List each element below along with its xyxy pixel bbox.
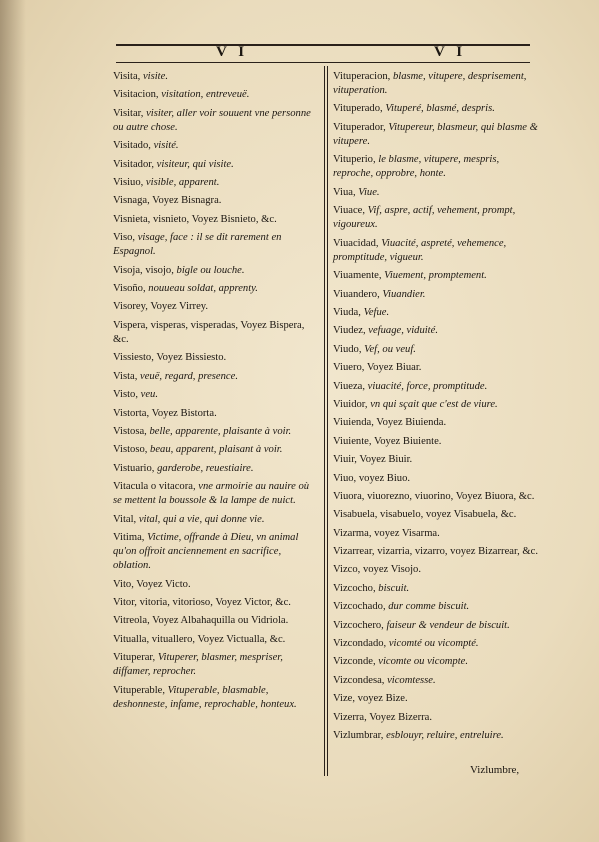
dictionary-entry <box>113 651 318 679</box>
entry-headword: Vizcochado, <box>333 601 389 613</box>
entry-headword: Vizcondado, <box>333 638 389 650</box>
entry-headword: Vize, voyez Bize. <box>333 693 408 705</box>
dictionary-entry <box>113 425 318 439</box>
entry-headword: Vizcondesa, <box>333 674 388 686</box>
entry-definition: blasme, vitupere, desprisement, vituperation. <box>333 71 527 97</box>
entry-headword: Visitar, <box>113 107 147 119</box>
entry-definition: nouueau soldat, apprenty. <box>148 283 258 295</box>
entry-definition: Vefue. <box>363 306 390 318</box>
entry-headword: Vizarma, voyez Visarma. <box>333 527 440 539</box>
entry-definition: biscuit. <box>378 582 410 594</box>
entry-headword: Vitualla, vituallero, Voyez Victualla, &c. <box>113 633 286 645</box>
entry-headword: Viudo, <box>333 343 365 355</box>
entry-headword: Viuienda, Voyez Biuienda. <box>333 417 447 429</box>
entry-definition: visiter, aller voir souuent vne personne ou autre chose. <box>113 107 311 133</box>
entry-definition: viuacité, force, promptitude. <box>367 380 488 392</box>
entry-headword: Vituperado, <box>333 103 386 115</box>
dictionary-entry <box>333 472 539 486</box>
dictionary-entry <box>113 139 318 153</box>
entry-headword: Viuamente, <box>333 270 385 282</box>
dictionary-entry <box>333 527 539 541</box>
dictionary-entry <box>333 153 539 181</box>
entry-definition: esblouyr, reluire, entreluire. <box>386 729 504 741</box>
dictionary-entry <box>333 600 539 614</box>
entry-headword: Vistuario, <box>113 462 158 474</box>
dictionary-entry <box>333 655 539 669</box>
entry-headword: Visnaga, Voyez Bisnagra. <box>113 195 222 207</box>
entry-headword: Vituperio, <box>333 154 379 166</box>
header-left-letters: V I <box>216 44 249 60</box>
entry-headword: Viso, <box>113 232 138 244</box>
dictionary-entry <box>113 578 318 592</box>
dictionary-entry <box>333 306 539 320</box>
entry-definition: vicomte ou vicompte. <box>378 656 468 668</box>
entry-headword: Vispera, visperas, visperadas, Voyez Bispera, &c. <box>113 319 305 345</box>
entry-headword: Viuiente, Voyez Biuiente. <box>333 435 442 447</box>
dictionary-entry <box>113 213 318 227</box>
entry-headword: Viuora, viuorezno, viuorino, Voyez Biuora, &c. <box>333 490 535 502</box>
dictionary-entry <box>333 508 539 522</box>
dictionary-entry <box>333 563 539 577</box>
entry-definition: Vituperer, blasmer, mespriser, diffamer, reprocher. <box>113 652 283 678</box>
entry-headword: Visorey, Voyez Virrey. <box>113 301 209 313</box>
entry-headword: Vistoso, <box>113 444 151 456</box>
entry-definition: Viue. <box>358 186 380 198</box>
entry-definition: visitation, entreveuë. <box>161 89 250 101</box>
dictionary-entry <box>333 121 539 149</box>
dictionary-entry <box>333 490 539 504</box>
entry-definition: vicomté ou vicompté. <box>388 638 479 650</box>
dictionary-entry <box>113 614 318 628</box>
entry-headword: Vitreola, Voyez Albahaquilla ou Vidriola. <box>113 615 289 627</box>
entry-headword: Vizcochero, <box>333 619 387 631</box>
entry-headword: Viuir, Voyez Biuir. <box>333 454 413 466</box>
entry-definition: visiteur, qui visite. <box>156 158 234 170</box>
dictionary-entry <box>113 684 318 712</box>
entry-headword: Viudez, <box>333 325 369 337</box>
entry-headword: Vitacula o vitacora, <box>113 481 199 493</box>
entry-definition: Viuement, promptement. <box>384 270 487 282</box>
entry-headword: Viuace, <box>333 205 368 217</box>
entry-headword: Visitador, <box>113 158 157 170</box>
entry-headword: Visita, <box>113 71 143 82</box>
dictionary-entry <box>333 637 539 651</box>
entry-headword: Viuacidad, <box>333 237 382 249</box>
entry-definition: visible, apparent. <box>145 177 220 189</box>
dictionary-entry <box>113 158 318 172</box>
entry-headword: Vista, <box>113 370 141 382</box>
entry-headword: Viueza, <box>333 380 368 392</box>
dictionary-entry <box>113 443 318 457</box>
dictionary-entry <box>333 324 539 338</box>
entry-headword: Viuidor, <box>333 398 371 410</box>
dictionary-entry <box>113 462 318 476</box>
entry-definition: Vef, ou veuf. <box>364 343 416 355</box>
dictionary-entry <box>333 102 539 116</box>
dictionary-entry <box>333 237 539 265</box>
header-rule-bottom <box>116 62 530 63</box>
entry-definition: vne armoirie au nauire où se mettent la boussole & la lampe de nuict. <box>113 481 310 507</box>
dictionary-entry <box>333 435 539 449</box>
entry-headword: Vito, Voyez Victo. <box>113 578 191 590</box>
catchword: Vizlumbre, <box>470 764 520 776</box>
dictionary-entry <box>333 204 539 232</box>
entry-definition: garderobe, reuestiaire. <box>157 462 254 474</box>
entry-headword: Visabuela, visabuelo, voyez Visabuela, &c. <box>333 509 517 521</box>
dictionary-entry <box>113 531 318 573</box>
dictionary-entry <box>113 370 318 384</box>
dictionary-entry <box>113 107 318 135</box>
dictionary-entry <box>333 545 539 559</box>
dictionary-entry <box>333 398 539 412</box>
left-column <box>113 70 318 716</box>
dictionary-entry <box>333 361 539 375</box>
dictionary-entry <box>333 619 539 633</box>
entry-headword: Vituperar, <box>113 652 158 664</box>
entry-headword: Vizcocho, <box>333 582 379 594</box>
entry-definition: Vituperable, blasmable, deshonneste, infame, reprochable, honteux. <box>113 684 297 710</box>
dictionary-entry <box>333 186 539 200</box>
entry-definition: faiseur & vendeur de biscuit. <box>386 619 510 631</box>
entry-headword: Visto, <box>113 389 141 401</box>
entry-headword: Visoja, visojo, <box>113 264 177 276</box>
dictionary-entry <box>113 194 318 208</box>
entry-headword: Vistosa, <box>113 425 150 437</box>
header-rule-top <box>116 44 530 46</box>
entry-headword: Vituperable, <box>113 684 168 696</box>
dictionary-entry <box>113 282 318 296</box>
entry-definition: dur comme biscuit. <box>388 601 470 613</box>
entry-headword: Vituperacion, <box>333 71 393 82</box>
entry-definition: Vif, aspre, actif, vehement, prompt, vigoureux. <box>333 205 516 231</box>
dictionary-entry <box>113 176 318 190</box>
entry-definition: veu. <box>140 389 158 401</box>
dictionary-entry <box>113 88 318 102</box>
dictionary-entry <box>113 319 318 347</box>
dictionary-entry <box>333 692 539 706</box>
entry-headword: Vizconde, <box>333 656 379 668</box>
dictionary-entry <box>333 343 539 357</box>
entry-headword: Vizlumbrar, <box>333 729 387 741</box>
column-divider-second <box>327 66 328 776</box>
entry-headword: Vitima, <box>113 531 148 543</box>
dictionary-entry <box>113 70 318 84</box>
dictionary-entry <box>333 729 539 743</box>
entry-headword: Visoño, <box>113 283 149 295</box>
entry-definition: visite. <box>142 71 168 82</box>
header-right-letters: V I <box>434 44 467 60</box>
entry-definition: bigle ou louche. <box>176 264 245 276</box>
entry-headword: Viua, <box>333 186 359 198</box>
entry-headword: Vital, <box>113 513 139 525</box>
entry-definition: visage, face : il se dit rarement en Espagnol. <box>113 232 282 258</box>
entry-definition: le blasme, vitupere, mespris, reproche, opprobre, honte. <box>333 154 500 180</box>
entry-definition: Vitupereur, blasmeur, qui blasme & vitupere. <box>333 121 538 147</box>
entry-headword: Viuero, Voyez Biuar. <box>333 362 422 374</box>
dictionary-entry <box>333 674 539 688</box>
entry-definition: vicomtesse. <box>387 674 436 686</box>
dictionary-entry <box>113 480 318 508</box>
right-column <box>333 70 539 747</box>
entry-headword: Viuandero, <box>333 288 383 300</box>
entry-definition: Viuacité, aspreté, vehemence, promptitude, vigueur. <box>333 237 507 263</box>
dictionary-entry <box>333 582 539 596</box>
entry-definition: Vituperé, blasmé, despris. <box>385 103 495 115</box>
entry-definition: vital, qui a vie, qui donne vie. <box>138 513 265 525</box>
dictionary-entry <box>113 407 318 421</box>
entry-headword: Vistorta, Voyez Bistorta. <box>113 407 217 419</box>
column-divider <box>324 66 325 776</box>
dictionary-entry <box>113 351 318 365</box>
entry-headword: Vissiesto, Voyez Bissiesto. <box>113 352 227 364</box>
running-header <box>116 40 530 64</box>
dictionary-entry <box>333 269 539 283</box>
dictionary-entry <box>333 288 539 302</box>
entry-definition: visité. <box>153 140 179 152</box>
dictionary-entry <box>333 453 539 467</box>
dictionary-entry <box>113 231 318 259</box>
entry-headword: Vizarrear, vizarria, vizarro, voyez Bizarrear, &c. <box>333 546 538 558</box>
entry-definition: belle, apparente, plaisante à voir. <box>149 425 292 437</box>
entry-definition: Victime, offrande à Dieu, vn animal qu'on offroit anciennement en sacrifice, oblation. <box>113 531 299 572</box>
entry-headword: Visitacion, <box>113 89 162 101</box>
dictionary-entry <box>113 513 318 527</box>
entry-headword: Vituperador, <box>333 121 389 133</box>
entry-headword: Visitado, <box>113 140 154 152</box>
entry-headword: Vizco, voyez Visojo. <box>333 564 421 576</box>
dictionary-entry <box>113 264 318 278</box>
entry-definition: vefuage, viduité. <box>368 325 438 337</box>
entry-headword: Visiuo, <box>113 177 146 189</box>
dictionary-entry <box>113 388 318 402</box>
dictionary-entry <box>333 416 539 430</box>
entry-definition: Viuandier. <box>382 288 426 300</box>
dictionary-entry <box>113 633 318 647</box>
dictionary-entry <box>333 380 539 394</box>
entry-headword: Vitor, vitoria, vitorioso, Voyez Victor, &c. <box>113 596 291 608</box>
dictionary-entry <box>333 70 539 98</box>
entry-headword: Vizerra, Voyez Bizerra. <box>333 711 432 723</box>
dictionary-entry <box>113 596 318 610</box>
dictionary-entry <box>333 711 539 725</box>
binding-shadow <box>0 0 26 842</box>
entry-definition: veuë, regard, presence. <box>140 370 238 382</box>
dictionary-entry <box>113 300 318 314</box>
entry-headword: Viuo, voyez Biuo. <box>333 472 411 484</box>
entry-headword: Viuda, <box>333 306 364 318</box>
entry-definition: vn qui sçait que c'est de viure. <box>370 398 498 410</box>
entry-definition: beau, apparent, plaisant à voir. <box>150 444 283 456</box>
entry-headword: Visnieta, visnieto, Voyez Bisnieto, &c. <box>113 213 277 225</box>
